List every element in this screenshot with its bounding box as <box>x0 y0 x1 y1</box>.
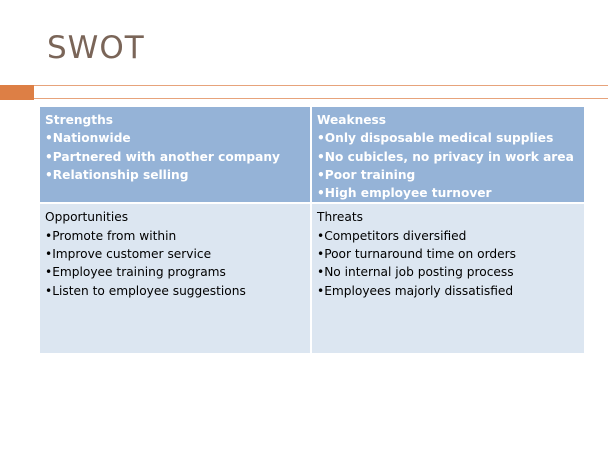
strengths-heading: Strengths <box>45 113 114 127</box>
threats-item: •Employees majorly dissatisfied <box>317 283 514 298</box>
opportunities-item: •Improve customer service <box>45 247 212 262</box>
accent-bar-line <box>34 85 608 99</box>
threats-item: •Competitors diversified <box>317 228 467 243</box>
opportunities-item: •Listen to employee suggestions <box>45 283 246 298</box>
strengths-cell <box>40 107 311 203</box>
threats-heading: Threats <box>317 210 364 225</box>
opportunities-heading: Opportunities <box>45 210 129 225</box>
swot-table <box>40 107 584 353</box>
opportunities-item: •Employee training programs <box>45 265 226 280</box>
strengths-item: •Relationship selling <box>45 167 189 182</box>
threats-item: •No internal job posting process <box>317 265 514 280</box>
slide-title: SWOT <box>47 30 145 66</box>
accent-bar-block <box>0 85 34 100</box>
weakness-item: •Only disposable medical supplies <box>317 131 554 146</box>
opportunities-cell <box>40 203 311 353</box>
threats-item: •Poor turnaround time on orders <box>317 247 516 262</box>
weakness-item: •No cubicles, no privacy in work area <box>317 149 574 164</box>
weakness-cell <box>311 107 584 203</box>
swot-row-bottom <box>40 203 584 353</box>
weakness-item: •High employee turnover <box>317 186 492 201</box>
weakness-heading: Weakness <box>317 113 387 127</box>
swot-row-top <box>40 107 584 203</box>
threats-cell <box>311 203 584 353</box>
strengths-item: •Partnered with another company <box>45 149 280 164</box>
strengths-item: •Nationwide <box>45 131 131 146</box>
weakness-item: •Poor training <box>317 167 416 182</box>
opportunities-item: •Promote from within <box>45 228 177 243</box>
